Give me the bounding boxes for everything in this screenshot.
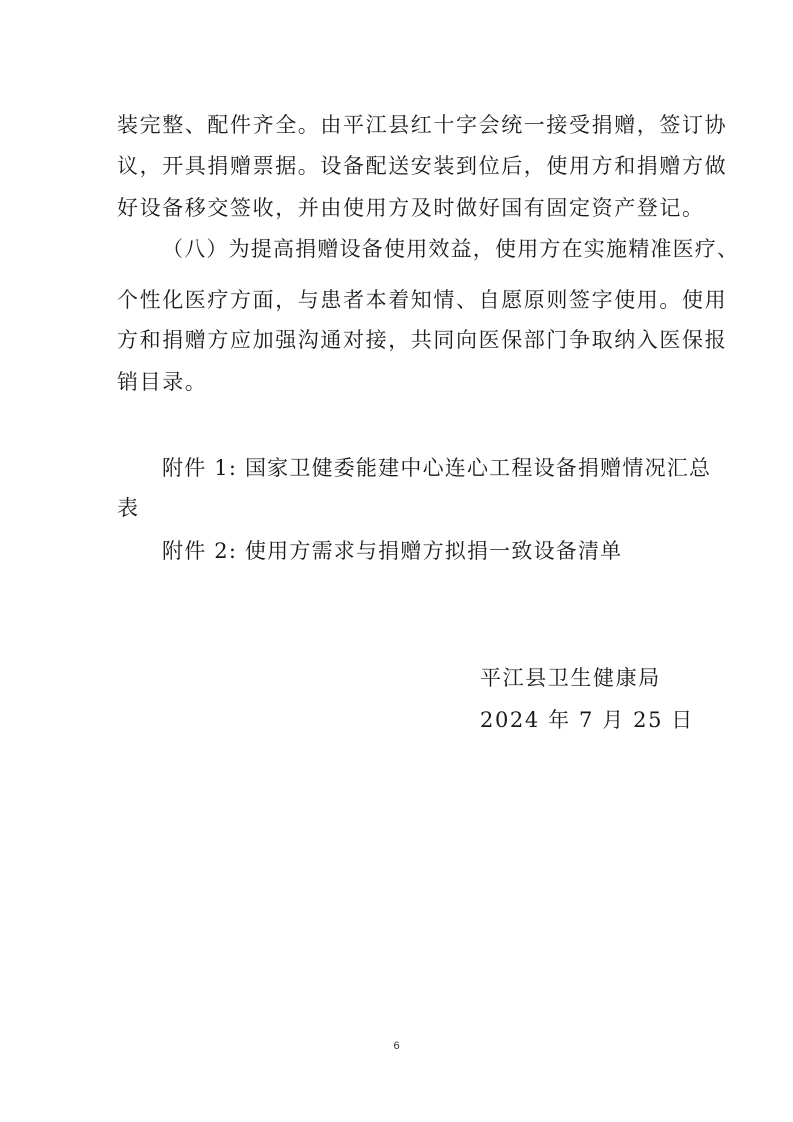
- signature-organization: 平江县卫生健康局: [480, 666, 661, 690]
- page-number: 6: [393, 1040, 400, 1052]
- body-line-4: （八）为提高捐赠设备使用效益，使用方在实施精准医疗、: [162, 237, 740, 261]
- body-line-2: 议，开具捐赠票据。设备配送安装到位后，使用方和捐赠方做: [117, 154, 728, 178]
- attachment-2: 附件 2: 使用方需求与捐赠方拟捐一致设备清单: [162, 539, 623, 563]
- body-line-3: 好设备移交签收，并由使用方及时做好国有固定资产登记。: [117, 196, 705, 220]
- body-line-6: 方和捐赠方应加强沟通对接，共同向医保部门争取纳入医保报: [117, 328, 728, 352]
- body-line-7: 销目录。: [117, 370, 208, 394]
- attachment-1-line-1: 附件 1: 国家卫健委能建中心连心工程设备捐赠情况汇总: [162, 456, 712, 480]
- body-line-1: 装完整、配件齐全。由平江县红十字会统一接受捐赠，签订协: [117, 113, 728, 137]
- signature-date: 2024 年 7 月 25 日: [480, 708, 694, 732]
- attachment-1-line-2: 表: [117, 496, 140, 520]
- body-line-5: 个性化医疗方面，与患者本着知情、自愿原则签字使用。使用: [117, 288, 728, 312]
